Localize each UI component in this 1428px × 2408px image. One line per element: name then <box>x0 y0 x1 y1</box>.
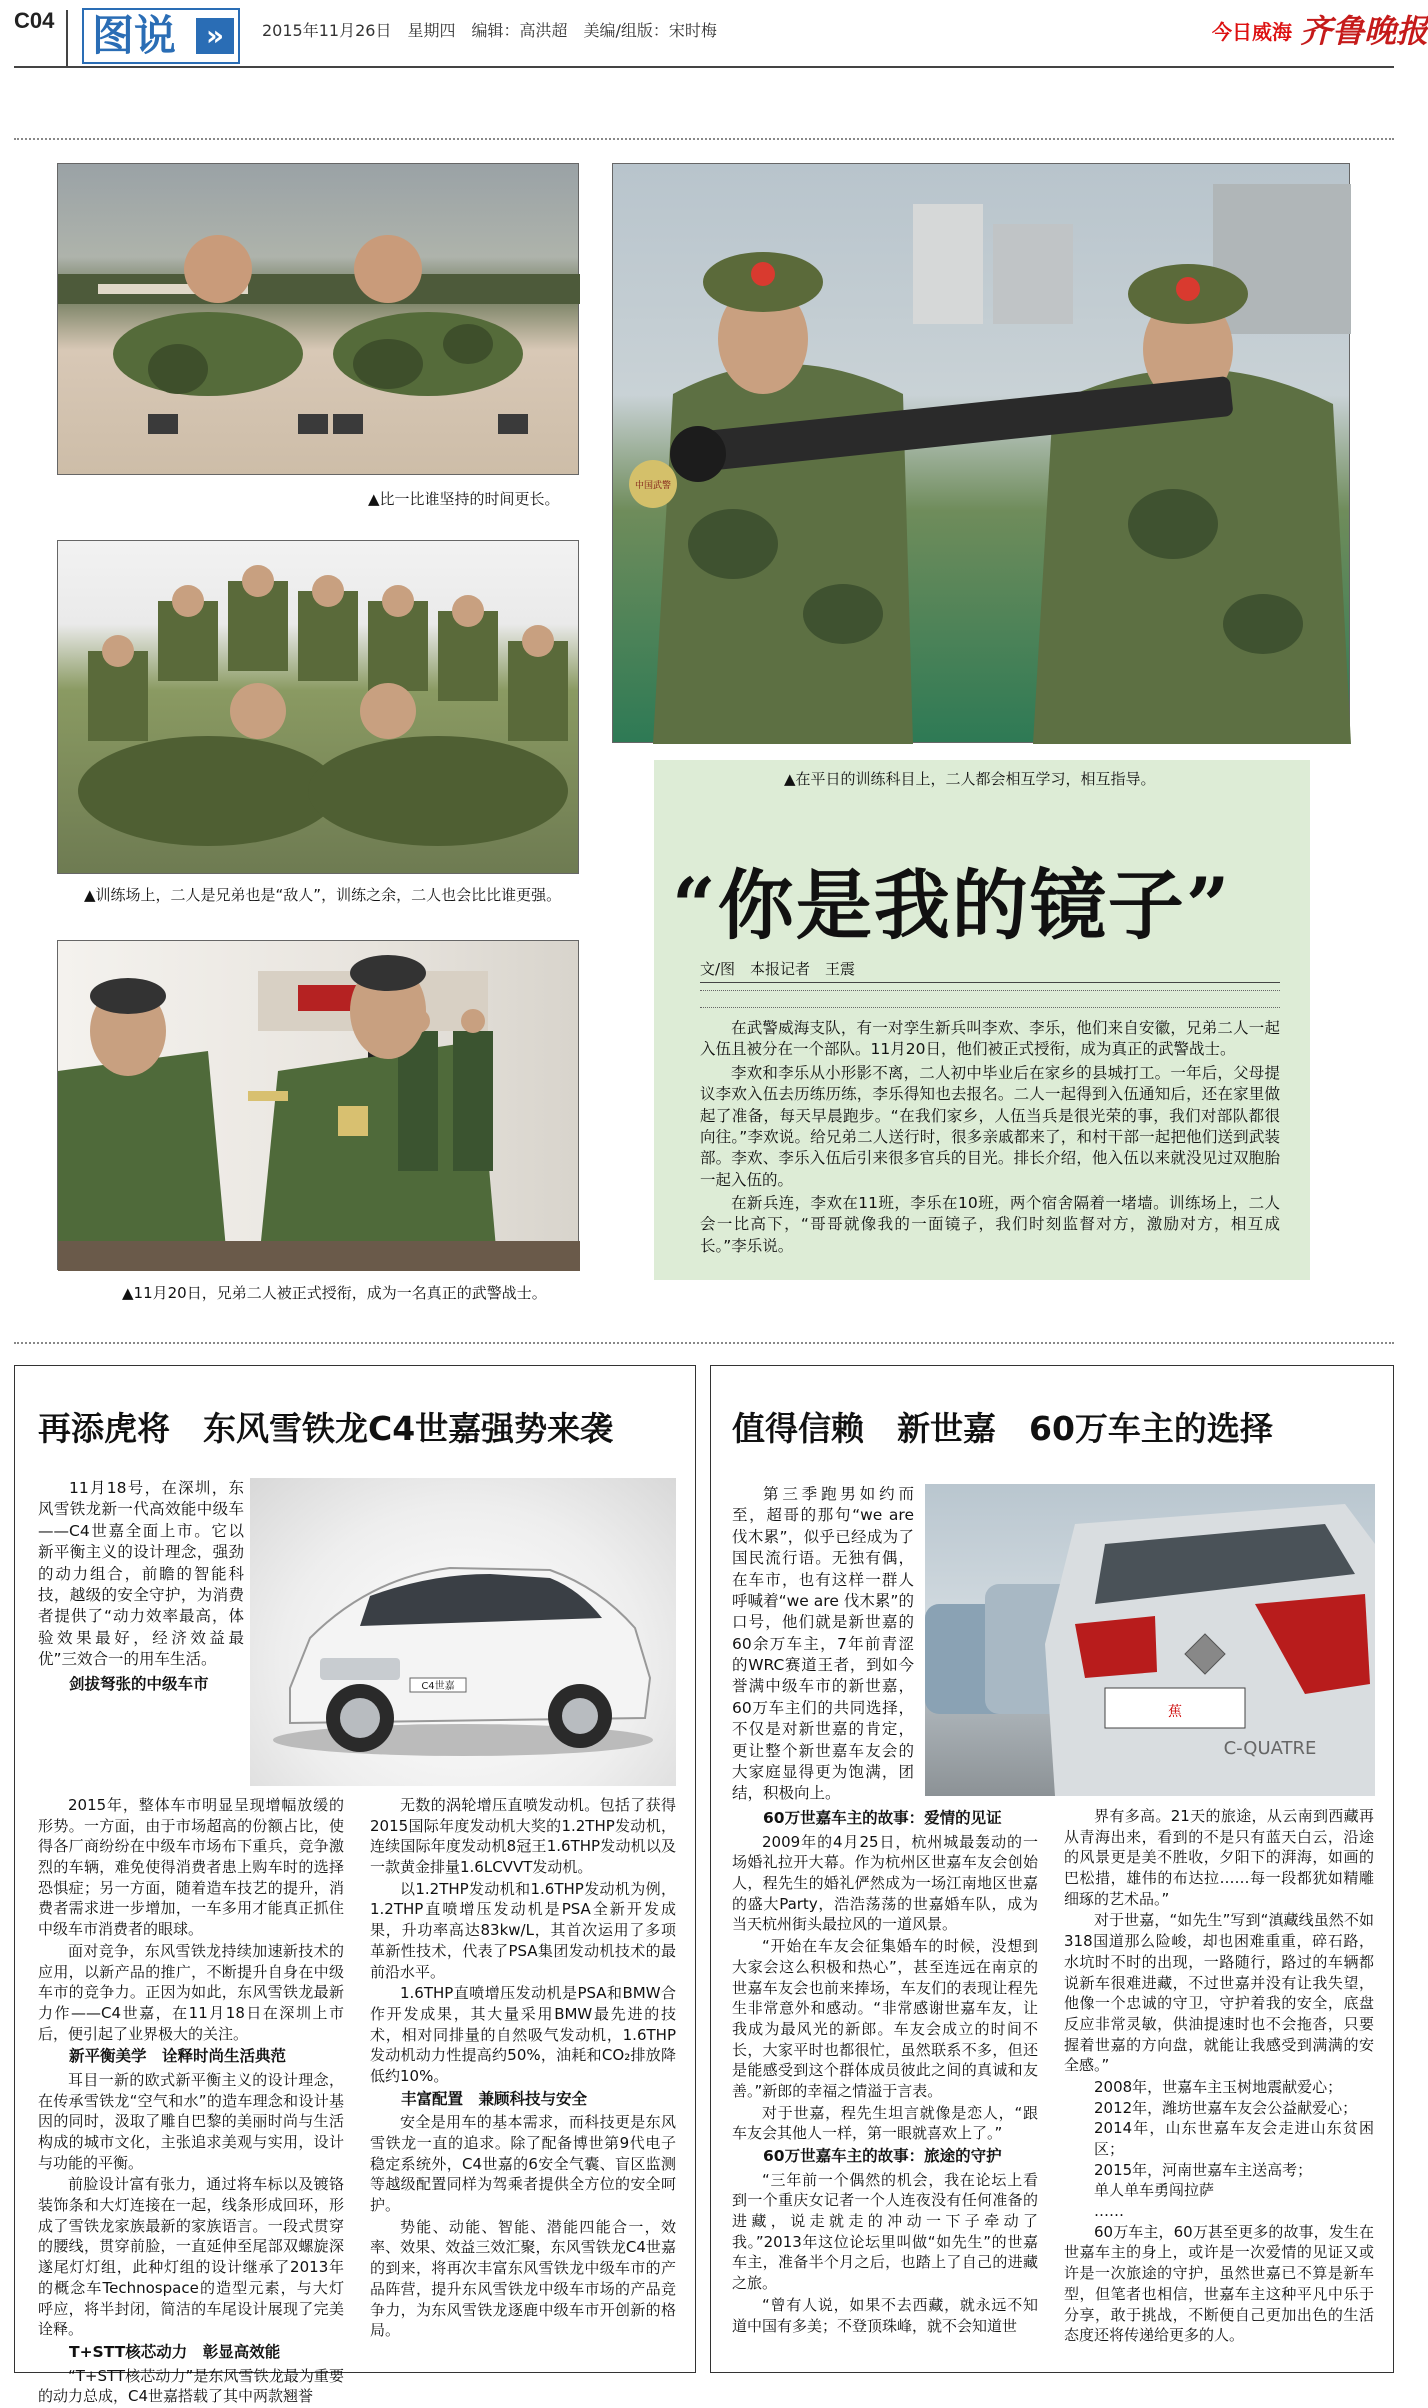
ad-sega-text: 对于世嘉，程先生坦言就像是恋人，“跟车友会其他人一样，第一眼就喜欢上了。” <box>732 2103 1038 2143</box>
byline-dotted-band <box>700 990 1280 1008</box>
ad-sega-column-1a <box>732 1484 914 1806</box>
car-model-text: C-QUATRE <box>1223 1738 1317 1759</box>
ad-c4-text: 安全是用车的基本需求，而科技更是东风雪铁龙一直的追求。除了配备博世第9代电子稳定系统外，C4世嘉的6安全气囊、盲区监测等越级配置同样为驾乘者提供全方位的安全呵护。 <box>370 2113 676 2215</box>
list-item: …… <box>1094 2202 1124 2221</box>
caption-photo-2: ▲训练场上，二人是兄弟也是“敌人”，训练之余，二人也会比比谁更强。 <box>84 886 562 904</box>
section-logo <box>82 8 240 64</box>
ad-sega-text: “开始在车友会征集婚车的时候，没想到大家会这么积极和热心”，甚至连远在南京的世嘉车友会也前来捧场，车友们的表现让程先生非常意外和感动。“非常感谢世嘉车友，让我成为最风光的新郎。车友会成立的时间不长，大家平时也都很忙，虽然联系不多，但还是能感受到这个群体成员彼此之间的真诚和友善。”新郎的幸福之情溢于言表。 <box>732 1937 1038 2100</box>
photo-sega-car-rear <box>925 1484 1375 1796</box>
svg-text:蕉: 蕉 <box>1168 1704 1182 1720</box>
ad-c4-column-1a <box>38 1478 244 1671</box>
ad-sega-subhead: 60万世嘉车主的故事：爱情的见证 <box>763 1809 1002 1827</box>
caption-photo-1: ▲比一比谁坚持的时间更长。 <box>368 490 560 508</box>
ad-sega-text: 界有多高。21天的旅途，从云南到西藏再从青海出来，看到的不是只有蓝天白云，沿途的风景更是美不胜收，夕阳下的湃海，如画的巴松措，雄伟的布达拉……每一段都犹如精雕细琢的艺术品。” <box>1064 1807 1374 1908</box>
list-item: 2008年，世嘉车主玉树地震献爱心； <box>1094 2077 1343 2096</box>
photo-c4-car <box>250 1478 676 1786</box>
ad-c4-text: 耳目一新的欧式新平衡主义的设计理念，在传承雪铁龙“空气和水”的造车理念和设计基因的同时，汲取了雕自巴黎的美丽时尚与生活构成的城市文化，主张追求美观与实用，设计与功能的平衡。 <box>38 2070 344 2172</box>
dotted-rule-middle <box>14 1342 1394 1344</box>
caption-photo-4: ▲在平日的训练科目上，二人都会相互学习，相互指导。 <box>784 770 1156 788</box>
ad-c4-column-2 <box>370 1795 676 2342</box>
list-item: 2015年，河南世嘉车主送高考； <box>1094 2160 1313 2179</box>
ad-c4-text: 前脸设计富有张力，通过将车标以及镀铬装饰条和大灯连接在一起，线条形成回环，形成了雪铁龙家族最新的家族语言。一段式贯穿的腰线，贯穿前脸，一直延伸至尾部双螺旋深遂尾灯灯组，此种灯组的设计继承了2013年的概念车Technospace的造型元素，与大灯呼应，将半封闭，简洁的车尾设计展现了完美诠释。 <box>38 2175 344 2339</box>
list-item: 单人单车勇闯拉萨 <box>1094 2181 1215 2200</box>
region-label: 今日威海 <box>1212 20 1292 44</box>
feature-story <box>700 1018 1280 1259</box>
section-title: 图说 <box>92 11 177 60</box>
newspaper-logo: 齐鲁晚报 <box>1300 12 1428 50</box>
ad-sega-column-1b <box>732 1806 1038 2337</box>
ad-sega-subhead: 60万世嘉车主的故事：旅途的守护 <box>763 2147 1002 2165</box>
ad-c4-text: 1.6THP直喷增压发动机是PSA和BMW合作开发成果，其大量采用BMW最先进的技术，相对同排量的自然吸气发动机，1.6THP发动机动力性提高约50%，油耗和CO₂排放降低约10%。 <box>370 1984 676 2085</box>
ad-sega-text: “曾有人说，如果不去西藏，就永远不知道中国有多美；不登顶珠峰，就不会知道世 <box>732 2295 1038 2335</box>
header-rule <box>14 66 1394 68</box>
ad-c4-subhead: 剑拔弩张的中级车市 <box>69 1675 209 1693</box>
ad-c4-title: 再添虎将 东风雪铁龙C4世嘉强势来袭 <box>38 1409 614 1448</box>
caption-photo-3: ▲11月20日，兄弟二人被正式授衔，成为一名真正的武警战士。 <box>122 1284 547 1302</box>
photo-pushup-contest <box>57 163 579 475</box>
ad-sega-title: 值得信赖 新世嘉 60万车主的选择 <box>732 1409 1273 1448</box>
ad-c4-text: 面对竞争，东风雪铁龙持续加速新技术的应用，以新产品的推广，不断提升自身在中级车市的竞争力。正因为如此，东风雪铁龙最新力作——C4世嘉，在11月18日在深圳上市后，便引起了业界极大的关注。 <box>38 1941 344 2043</box>
car-plate: C4世嘉 <box>421 1681 455 1692</box>
photo-rank-ceremony <box>57 940 579 1270</box>
ad-c4-intro: 11月18号，在深圳，东风雪铁龙新一代高效能中级车——C4世嘉全面上市。它以新平衡主义的设计理念，强劲的动力组合，前瞻的智能科技，越级的安全守护，为消费者提供了“动力效率最高，体验效果最好，经济效益最优”三效合一的用车生活。 <box>38 1479 244 1668</box>
byline-rule <box>700 982 1280 983</box>
feature-byline: 文/图 本报记者 王震 <box>700 960 856 978</box>
ad-c4-column-1b <box>38 1795 344 2408</box>
ad-sega-text: 60万车主，60万甚至更多的故事，发生在世嘉车主的身上，或许是一次爱情的见证又或许是一次旅途的守护，虽然世嘉已不算是新车型，但笔者也相信，世嘉车主这种平凡中乐于分享，敢于挑战，不断便自己更加出色的生活态度还将传递给更多的人。 <box>1064 2222 1374 2345</box>
story-paragraph: 李欢和李乐从小形影不离，二人初中毕业后在家乡的县城打工。一年后，父母提议李欢入伍去历练历练，李乐得知也去报名。二人一起得到入伍通知后，还在家里做起了准备，每天早晨跑步。“在我们家乡，人伍当兵是很光荣的事，我们对部队都很向往。”李欢说。给兄弟二人送行时，很多亲戚都来了，和村干部一起把他们送到武装部。李欢、李乐入伍后引来很多官兵的目光。排长介绍，他入伍以来就没见过双胞胎一起入伍的。 <box>700 1063 1280 1189</box>
photo-arm-wrestling <box>57 540 579 874</box>
photo-rifle-training <box>612 163 1350 743</box>
ad-c4-subhead-1-wrap <box>38 1672 244 1698</box>
ad-sega-list <box>1064 2077 1374 2222</box>
double-chevron-icon: » <box>196 18 234 54</box>
header-divider <box>66 10 68 66</box>
ad-c4-text: 无数的涡轮增压直喷发动机。包括了获得2015国际年度发动机大奖的1.2THP发动机，连续国际年度发动机8冠王1.6THP发动机以及一款黄金排量1.6LCVVT发动机。 <box>370 1796 676 1877</box>
ad-c4-subhead: 新平衡美学 诠释时尚生活典范 <box>69 2047 287 2066</box>
ad-c4-text: 势能、动能、智能、潜能四能合一，效率、效果、效益三效汇聚，东风雪铁龙C4世嘉的到来，将再次丰富东风雪铁龙中级车市的产品阵营，提升东风雪铁龙中级车市场的产品竞争力，为东风雪铁龙逐鹿中级车市开创新的格局。 <box>370 2217 676 2340</box>
badge-text: 中国武警 <box>634 481 672 491</box>
ad-sega-text: 2009年的4月25日，杭州城最轰动的一场婚礼拉开大幕。作为杭州区世嘉车友会创始人，程先生的婚礼俨然成为一场江南地区世嘉的盛大Party，浩浩荡荡的世嘉婚车队，成为当天杭州街头最拉风的一道风景。 <box>732 1832 1038 1934</box>
ad-c4-text: 以1.2THP发动机和1.6THP发动机为例，1.2THP直喷增压发动机是PSA全新开发成果，升功率高达83kw/L，其首次运用了多项革新性技术，代表了PSA集团发动机技术的最前沿水平。 <box>370 1879 676 1981</box>
ad-c4-subhead: T+STT核芯动力 彰显高效能 <box>69 2342 281 2361</box>
ad-sega-column-2 <box>1064 1806 1374 2347</box>
ad-sega-intro: 第三季跑男如约而至，超哥的那句“we are伐木累”，似乎已经成为了国民流行语。无独有偶，在车市，也有这样一群人呼喊着“we are 伐木累”的口号，他们就是新世嘉的60余万车主，7年前青涩的WRC赛道王者，到如今誉满中级车市的新世嘉，60万车主们的共同选择，不仅是对新世嘉的肯定，更让整个新世嘉车友会的大家庭显得更为饱满，团结，积极向上。 <box>732 1485 914 1803</box>
feature-title: “你是我的镜子” <box>672 861 1232 950</box>
ad-sega-text: “三年前一个偶然的机会，我在论坛上看到一个重庆女记者一个人连夜没有任何准备的进藏，说走就走的冲动一下子牵动了我。”2013年这位论坛里叫做“如先生”的世嘉车主，准备半个月之后，也踏上了自己的进藏之旅。 <box>732 2170 1038 2293</box>
story-paragraph: 在新兵连，李欢在11班，李乐在10班，两个宿舍隔着一堵墙。训练场上，二人会一比高下，“哥哥就像我的一面镜子，我们时刻监督对方，激励对方，相互成长。”李乐说。 <box>700 1194 1280 1255</box>
list-item: 2014年，山东世嘉车友会走进山东贫困区； <box>1094 2119 1374 2158</box>
list-item: 2012年，潍坊世嘉车友会公益献爱心； <box>1094 2098 1358 2117</box>
page-code: C04 <box>14 8 55 33</box>
story-paragraph: 在武警威海支队，有一对孪生新兵叫李欢、李乐，他们来自安徽，兄弟二人一起入伍且被分在一个部队。11月20日，他们被正式授衔，成为真正的武警战士。 <box>700 1019 1280 1059</box>
ad-c4-subhead: 丰富配置 兼顾科技与安全 <box>401 2089 588 2108</box>
ad-sega-text: 对于世嘉，“如先生”写到“滇藏线虽然不如318国道那么险峻，却也困难重重，碎石路，水坑时不时的出现，一路随行，路过的车辆都说新车很难进藏，不过世嘉并没有让我失望，他像一个忠诚的守卫，守护着我的安全，底盘反应非常灵敏，供油提速时也不会拖沓，只要握着世嘉的方向盘，就能让我感受到满满的安全感。” <box>1064 1911 1374 2075</box>
ad-c4-text: “T+STT核芯动力”是东风雪铁龙最为重要的动力总成，C4世嘉搭载了其中两款翘誉 <box>38 2366 344 2406</box>
dotted-rule-top <box>14 138 1394 140</box>
ad-c4-text: 2015年，整体车市明显呈现增幅放缓的形势。一方面，由于市场超高的份额占比，使得各厂商纷纷在中级车市场布下重兵，竞争激烈的车辆，难免使得消费者患上购车时的选择恐惧症；另一方面，随着造车技艺的提升，消费者需求进一步增加，一车多用才能真正抓住中级车市消费者的眼球。 <box>38 1796 344 1939</box>
issue-info: 2015年11月26日 星期四 编辑：高洪超 美编/组版：宋时梅 <box>262 21 717 40</box>
